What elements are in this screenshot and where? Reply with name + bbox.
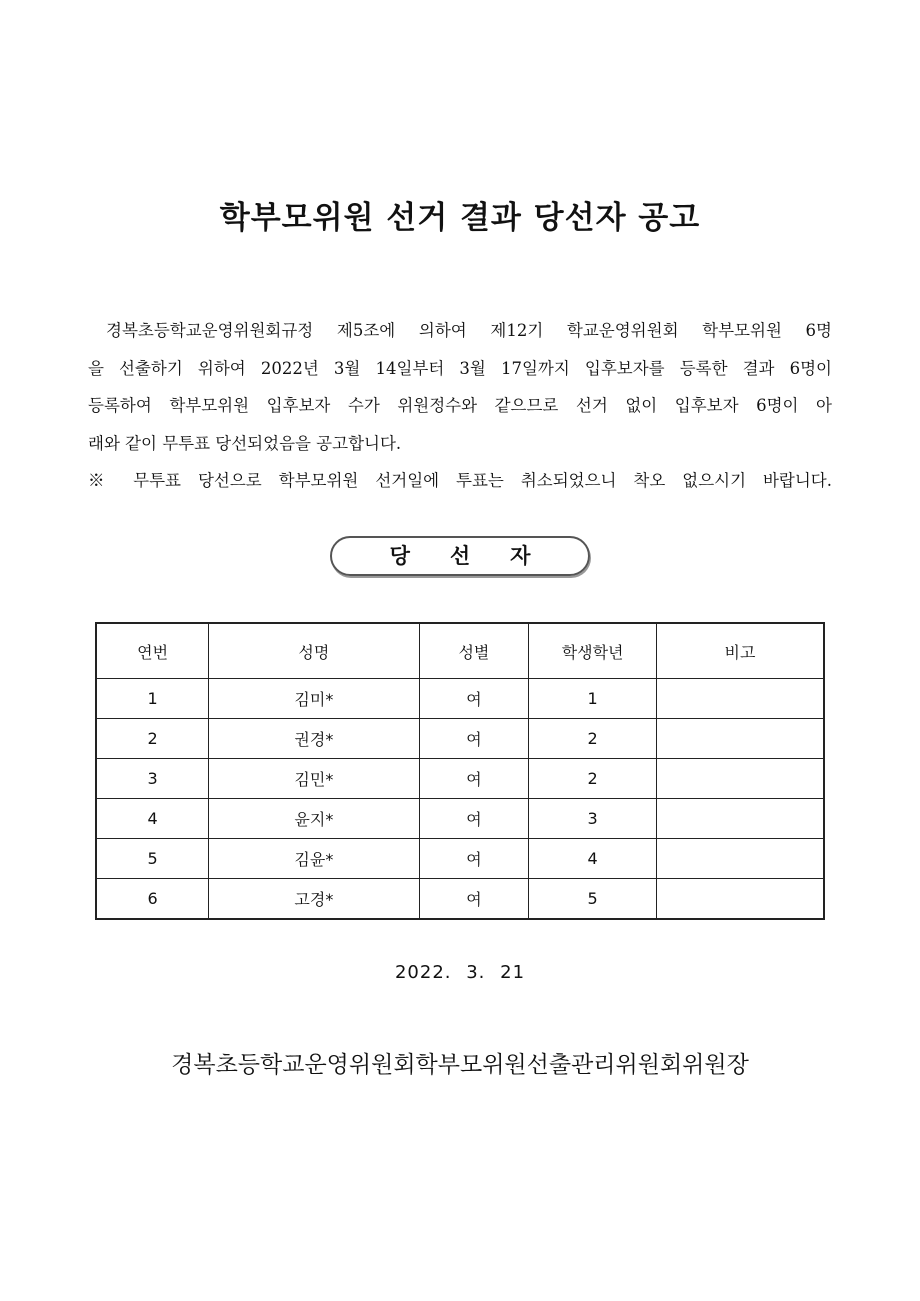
cell-grade: 5 bbox=[529, 879, 657, 920]
cell-gender: 여 bbox=[419, 719, 529, 759]
announcement-date: 2022. 3. 21 bbox=[394, 962, 526, 983]
cell-number: 3 bbox=[96, 759, 209, 799]
cell-grade: 3 bbox=[529, 799, 657, 839]
cell-number: 2 bbox=[96, 719, 209, 759]
notice-line: 등록하여 학부모위원 입후보자 수가 위원정수와 같으므로 선거 없이 입후보자 6명이 아 bbox=[88, 396, 832, 415]
cell-grade: 4 bbox=[529, 839, 657, 879]
cell-remarks bbox=[656, 759, 824, 799]
cell-remarks bbox=[656, 879, 824, 920]
cell-remarks bbox=[656, 679, 824, 719]
cell-name: 김윤* bbox=[209, 839, 419, 879]
cell-grade: 2 bbox=[529, 719, 657, 759]
cell-number: 4 bbox=[96, 799, 209, 839]
header-cell-remarks: 비고 bbox=[656, 623, 824, 679]
cell-number: 5 bbox=[96, 839, 209, 879]
notice-line: 경복초등학교운영위원회규정 제5조에 의하여 제12기 학교운영위원회 학부모위원 6명 bbox=[106, 321, 832, 340]
cell-name: 김민* bbox=[209, 759, 419, 799]
table-row bbox=[96, 879, 824, 920]
table-row bbox=[96, 799, 824, 839]
cell-name: 권경* bbox=[209, 719, 419, 759]
cell-grade: 2 bbox=[529, 759, 657, 799]
table-row bbox=[96, 679, 824, 719]
notice-line: 을 선출하기 위하여 2022년 3월 14일부터 3월 17일까지 입후보자를 등록한 결과 6명이 bbox=[88, 358, 832, 378]
table-row bbox=[96, 759, 824, 799]
cell-name: 김미* bbox=[209, 679, 419, 719]
signer-title: 경복초등학교운영위원회학부모위원선출관리위원회위원장 bbox=[171, 1052, 749, 1078]
cell-gender: 여 bbox=[419, 839, 529, 879]
cell-gender: 여 bbox=[419, 879, 529, 920]
table-row bbox=[96, 719, 824, 759]
section-label-winners: 당선자 bbox=[330, 536, 590, 576]
header-cell-grade: 학생학년 bbox=[529, 623, 657, 679]
header-cell-gender: 성별 bbox=[419, 623, 529, 679]
cell-number: 1 bbox=[96, 679, 209, 719]
page-title: 학부모위원 선거 결과 당선자 공고 bbox=[219, 200, 701, 236]
cell-gender: 여 bbox=[419, 679, 529, 719]
header-cell-name: 성명 bbox=[209, 623, 419, 679]
cell-remarks bbox=[656, 719, 824, 759]
cell-name: 윤지* bbox=[209, 799, 419, 839]
header-cell-number: 연번 bbox=[96, 623, 209, 679]
notice-line: 래와 같이 무투표 당선되었음을 공고합니다. bbox=[88, 433, 402, 453]
cell-name: 고경* bbox=[209, 879, 419, 920]
table-header-row bbox=[96, 623, 824, 679]
cell-remarks bbox=[656, 799, 824, 839]
cell-gender: 여 bbox=[419, 799, 529, 839]
table-row bbox=[96, 839, 824, 879]
cell-gender: 여 bbox=[419, 759, 529, 799]
cell-number: 6 bbox=[96, 879, 209, 920]
notice-body bbox=[88, 312, 832, 500]
winners-table bbox=[95, 622, 825, 920]
notice-caution-line: ※ 무투표 당선으로 학부모위원 선거일에 투표는 취소되었으니 착오 없으시기 바랍니다. bbox=[88, 471, 832, 490]
cell-remarks bbox=[656, 839, 824, 879]
cell-grade: 1 bbox=[529, 679, 657, 719]
